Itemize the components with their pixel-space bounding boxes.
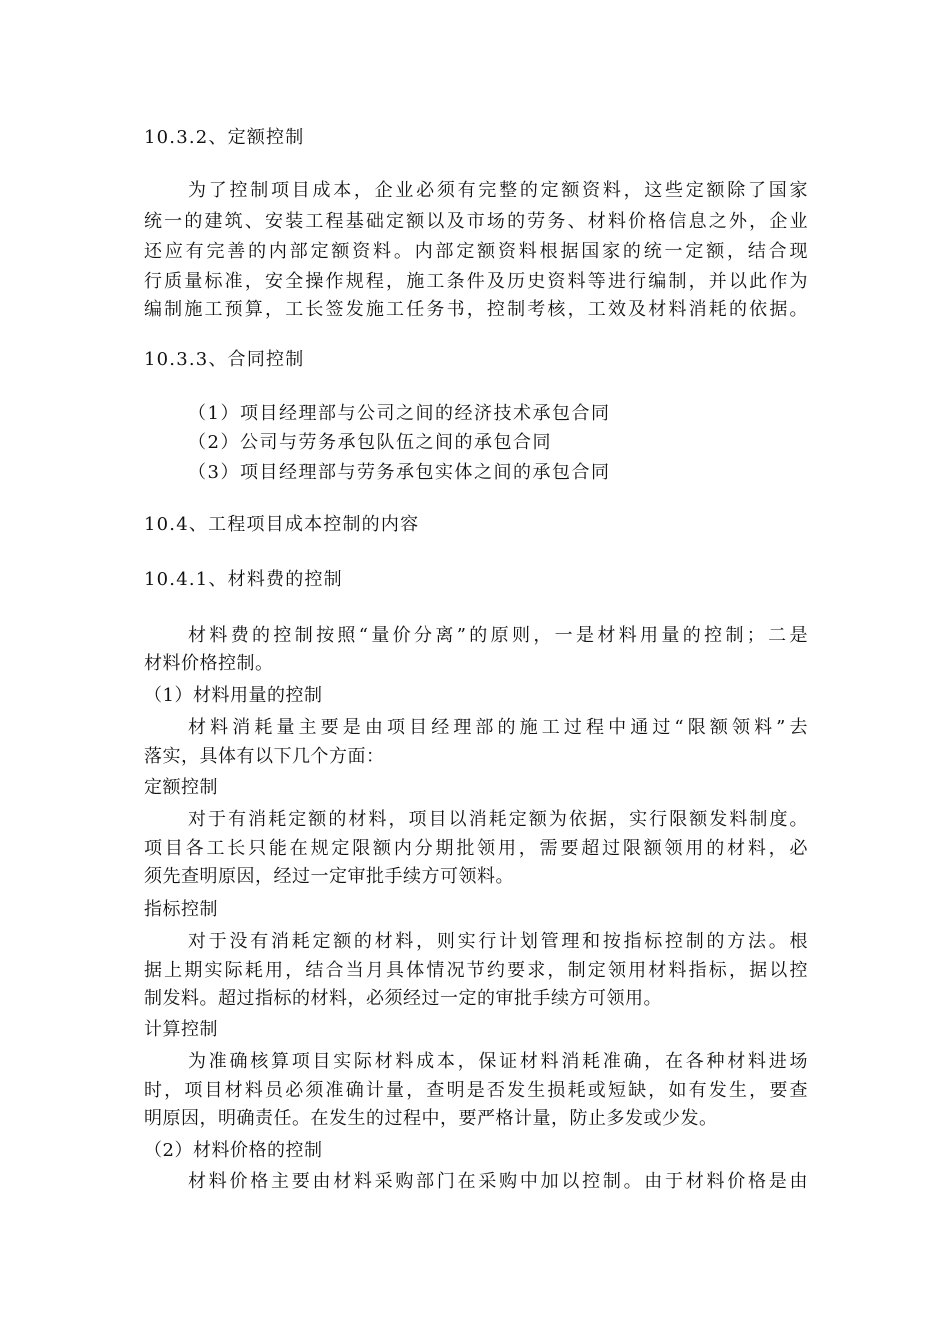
paragraph-line: 明原因，明确责任。在发生的过程中，要严格计量，防止多发或少发。 [144, 1108, 718, 1129]
paragraph-line: 材料费的控制按照“量价分离”的原则，一是材料用量的控制；二是 [188, 625, 808, 646]
section-heading-10-3-3: 10.3.3、合同控制 [144, 349, 305, 370]
subsection-title-material-usage: （1）材料用量的控制 [144, 685, 323, 706]
contract-list-item: （2）公司与劳务承包队伍之间的承包合同 [188, 432, 552, 453]
paragraph-line: 项目各工长只能在规定限额内分期批领用，需要超过限额领用的材料，必 [144, 838, 808, 859]
paragraph-line: 编制施工预算，工长签发施工任务书，控制考核，工效及材料消耗的依据。 [144, 299, 808, 320]
paragraph-line: 为了控制项目成本，企业必须有完整的定额资料，这些定额除了国家 [188, 180, 808, 201]
paragraph-line: 为准确核算项目实际材料成本，保证材料消耗准确，在各种材料进场 [188, 1051, 808, 1072]
paragraph-line: 制发料。超过指标的材料，必须经过一定的审批手续方可领用。 [144, 988, 662, 1009]
subsection-title-quota-control: 定额控制 [144, 777, 218, 798]
paragraph-line: 还应有完善的内部定额资料。内部定额资料根据国家的统一定额，结合现 [144, 241, 808, 262]
contract-list-item: （1）项目经理部与公司之间的经济技术承包合同 [188, 403, 611, 424]
section-heading-10-4: 10.4、工程项目成本控制的内容 [144, 514, 420, 535]
paragraph-line: 行质量标准，安全操作规程，施工条件及历史资料等进行编制，并以此作为 [144, 271, 808, 292]
paragraph-line: 对于有消耗定额的材料，项目以消耗定额为依据，实行限额发料制度。 [188, 809, 808, 830]
paragraph-line: 落实，具体有以下几个方面： [144, 746, 385, 767]
paragraph-line: 材料价格主要由材料采购部门在采购中加以控制。由于材料价格是由 [188, 1171, 808, 1192]
subsection-title-calc-control: 计算控制 [144, 1019, 218, 1040]
paragraph-line: 材料价格控制。 [144, 653, 274, 674]
paragraph-line: 据上期实际耗用，结合当月具体情况节约要求，制定领用材料指标，据以控 [144, 960, 808, 981]
paragraph-line: 对于没有消耗定额的材料，则实行计划管理和按指标控制的方法。根 [188, 931, 808, 952]
section-heading-10-4-1: 10.4.1、材料费的控制 [144, 569, 343, 590]
paragraph-line: 材料消耗量主要是由项目经理部的施工过程中通过“限额领料”去 [188, 717, 808, 738]
subsection-title-index-control: 指标控制 [144, 899, 218, 920]
paragraph-line: 时，项目材料员必须准确计量，查明是否发生损耗或短缺，如有发生，要查 [144, 1080, 808, 1101]
contract-list-item: （3）项目经理部与劳务承包实体之间的承包合同 [188, 462, 611, 483]
section-heading-10-3-2: 10.3.2、定额控制 [144, 127, 305, 148]
paragraph-line: 统一的建筑、安装工程基础定额以及市场的劳务、材料价格信息之外，企业 [144, 211, 808, 232]
subsection-title-material-price: （2）材料价格的控制 [144, 1140, 323, 1161]
paragraph-line: 须先查明原因，经过一定审批手续方可领料。 [144, 866, 514, 887]
